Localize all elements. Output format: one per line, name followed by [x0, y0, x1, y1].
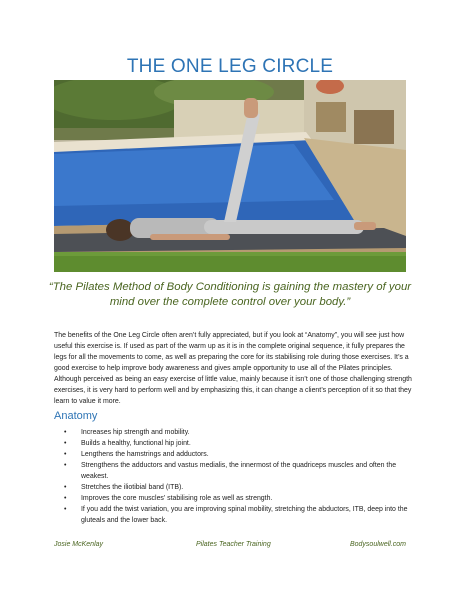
list-item: [54, 504, 414, 526]
anatomy-heading: Anatomy: [54, 410, 98, 422]
bullet-icon: •: [64, 451, 67, 458]
exercise-photo: [54, 80, 406, 272]
list-item-text: Improves the core muscles’ stabilising role as well as strength.: [81, 495, 273, 502]
list-item: [54, 438, 414, 449]
person-lying-poolside-image: [54, 80, 406, 272]
bullet-icon: •: [64, 462, 67, 469]
list-item-text: Strengthens the adductors and vastus medialis, the innermost of the quadriceps muscles and often the weakest.: [81, 462, 397, 480]
list-item-text: Stretches the iliotibial band (ITB).: [81, 484, 184, 491]
bullet-icon: •: [64, 506, 67, 513]
list-item-text: If you add the twist variation, you are improving spinal mobility, stretching the abductors, ITB, deep into the gluteals and the lower back.: [81, 506, 408, 524]
bullet-icon: •: [64, 429, 67, 436]
list-item: [54, 427, 414, 438]
bullet-icon: •: [64, 484, 67, 491]
list-item-text: Builds a healthy, functional hip joint.: [81, 440, 191, 447]
footer-author: Josie McKenlay: [54, 541, 104, 548]
bullet-icon: •: [64, 440, 67, 447]
list-item: [54, 460, 414, 482]
footer-website[interactable]: Bodysoulwell.com: [349, 541, 406, 548]
list-item: [54, 493, 414, 504]
list-item-text: Increases hip strength and mobility.: [81, 429, 190, 436]
quote: “The Pilates Method of Body Conditioning is gaining the mastery of your mind over the complete control over your body.”: [48, 281, 412, 308]
intro-paragraph: The benefits of the One Leg Circle often aren’t fully appreciated, but if you look at “Anatomy”, you will see just how useful this exercise is. If used as part of the warm up as it is in the complete original sequence, it fully prepares the legs for all the movements to come, as well as preparing the core for its stabilising role during those exercises. It’s a good exercise to help improve body awareness and gives ample opportunity to use all of the Pilates principles. Although perceived as being an easy exercise of little value, mainly because it isn’t one of those challenging strength exercises, it is very hard to perform well and by emphasizing this, it can change a client’s perception of it so that they learn to value it more.: [54, 332, 412, 405]
bullet-icon: •: [64, 495, 67, 502]
list-item: [54, 482, 414, 493]
footer-course: Pilates Teacher Training: [196, 541, 271, 548]
anatomy-list: [54, 427, 414, 526]
list-item: [54, 449, 414, 460]
page-title: THE ONE LEG CIRCLE: [126, 56, 334, 77]
page-footer: [54, 541, 406, 553]
list-item-text: Lengthens the hamstrings and adductors.: [81, 451, 209, 458]
